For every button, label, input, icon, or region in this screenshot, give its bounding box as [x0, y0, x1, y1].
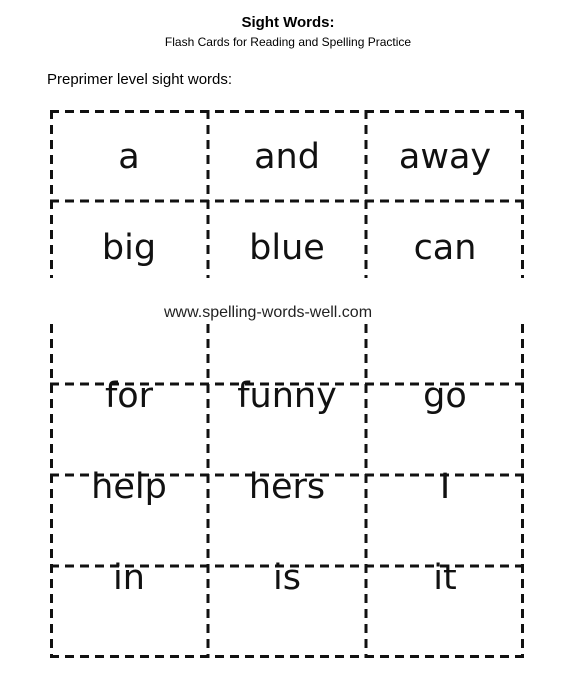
flash-card [366, 324, 524, 351]
flash-card: blue [249, 228, 325, 268]
flash-card [50, 324, 208, 351]
page-subtitle: Flash Cards for Reading and Spelling Practice [164, 35, 412, 49]
flash-card: it [433, 558, 457, 598]
flash-card: in [113, 558, 145, 598]
flash-card: help [91, 467, 167, 507]
flash-card [208, 324, 366, 351]
website-watermark: www.spelling-words-well.com [163, 304, 373, 321]
flash-card: big [101, 228, 157, 268]
flash-card: hers [248, 467, 326, 507]
flash-card: away [398, 137, 492, 177]
flash-card: funny [237, 376, 337, 416]
flash-card-grid-top [50, 110, 524, 278]
flash-card: a [118, 137, 140, 177]
flash-card: and [254, 137, 320, 177]
level-label: Preprimer level sight words: [47, 71, 233, 88]
flash-card: go [423, 376, 467, 416]
flash-card: for [104, 376, 154, 416]
flash-card-grid-bottom [50, 324, 524, 658]
page-title: Sight Words: [241, 14, 335, 31]
flash-card: is [273, 558, 301, 598]
flash-card: I [439, 467, 451, 507]
flash-card: can [413, 228, 477, 268]
